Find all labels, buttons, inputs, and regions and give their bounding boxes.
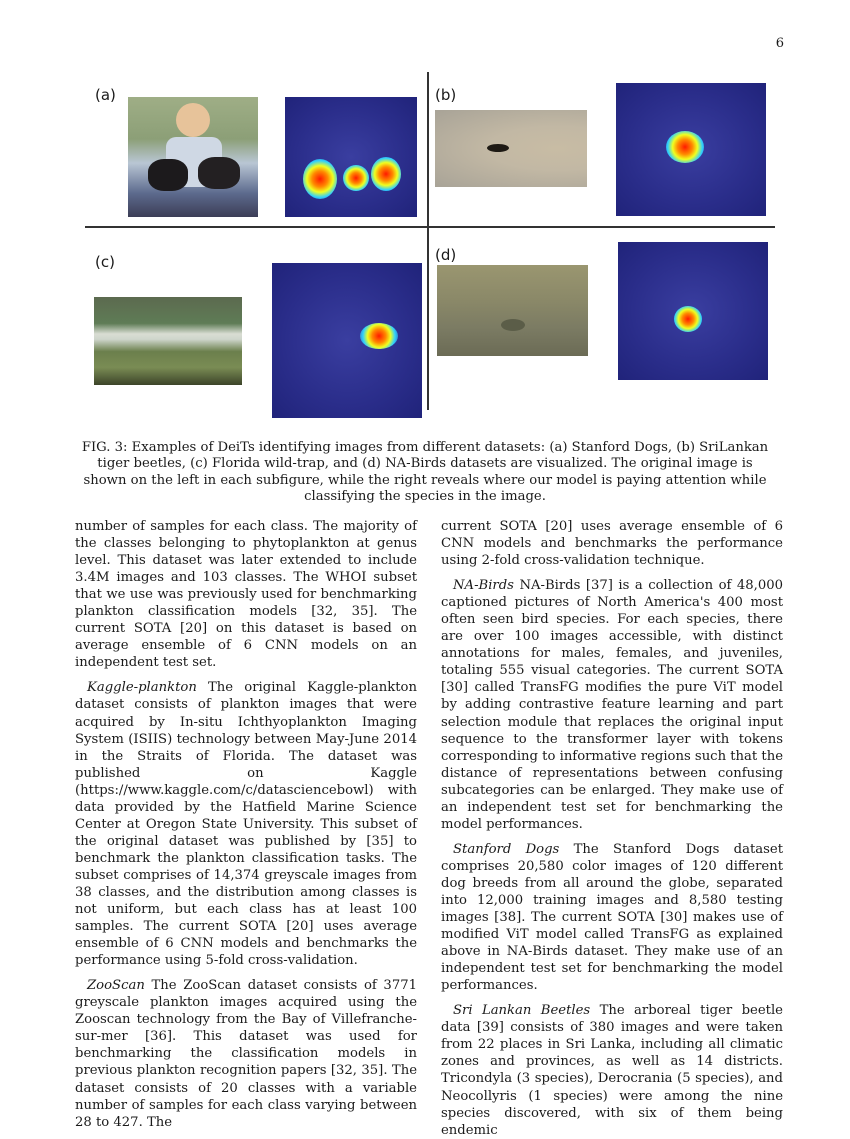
panel-a-original-image: [128, 97, 258, 217]
heading-kaggle-plankton: Kaggle-plankton: [87, 680, 197, 696]
panel-label-d: (d): [435, 246, 457, 264]
panel-label-c: (c): [95, 253, 115, 271]
body-zooscan: The ZooScan dataset consists of 3771 greyscale plankton images acquired using the Zooscan technology from the Bay of Villefranche-sur-mer [36]. This dataset was used for benchmarking the classification models in previous plankton recognition papers [32, 35]. The dataset consists of 20 classes with a variable number of samples for each class varying between 28 to 427. The: [75, 978, 417, 1130]
figure-3: [85, 72, 775, 422]
body-na-birds: NA-Birds [37] is a collection of 48,000 captioned pictures of North America's 400 most often seen bird species. For each species, there are over 100 images accessible, with distinct annotations for males, females, and juveniles, totaling 555 visual categories. The current SOTA [30] called TransFG modifies the pure ViT model by adding contrastive feature learning and part selection module that replaces the original input sequence to the transformer layer with tokens corresponding to informative regions such that the distance of representations between confusing subcategories can be enlarged. They make use of an independent test set for benchmarking the model performances.: [441, 578, 783, 832]
figure-divider-vertical: [427, 72, 429, 410]
panel-a-attention-map: [285, 97, 417, 217]
body-stanford-dogs: The Stanford Dogs dataset comprises 20,580 color images of 120 different dog breeds from all around the globe, separated into 12,000 training images and 8,580 testing images [38]. The current SOTA [30] makes use of modified ViT model called TransFG as explained above in NA-Birds dataset. They make use of an independent test set for benchmarking the model performances.: [441, 841, 784, 994]
paragraph-stanford-dogs: [441, 841, 783, 994]
paragraph-sri-lankan-beetles: [441, 1002, 783, 1138]
panel-b-attention-map: [616, 83, 766, 216]
paragraph-zooscan: [75, 977, 417, 1130]
panel-b-original-image: [435, 110, 587, 187]
panel-d-original-image: [437, 265, 588, 356]
figure-caption: FIG. 3: Examples of DeiTs identifying images from different datasets: (a) Stanford Dogs, (b) SriLankan tiger beetles, (c) Florida wild-trap, and (d) NA-Birds datasets are visualized. The original image is shown on the left in each subfigure, while the right reveals where our model is paying attention while classifying the species in the image.: [81, 440, 769, 505]
panel-label-b: (b): [435, 86, 457, 104]
panel-c-attention-map: [272, 263, 422, 418]
page-number: 6: [775, 36, 784, 51]
panel-d-attention-map: [618, 242, 768, 380]
figure-divider-horizontal: [85, 226, 775, 228]
panel-c-original-image: [94, 297, 242, 385]
heading-stanford-dogs: Stanford Dogs: [453, 841, 560, 857]
body-sri-lankan-beetles: The arboreal tiger beetle data [39] consists of 380 images and were taken from 22 places in Sri Lanka, including all climatic zones and provinces, as well as 14 districts. Tricondyla (3 species), Derocrania (5 species), and Neocollyris (1 species) were among the nine species discovered, with six of them being endemic: [441, 1003, 783, 1138]
body-kaggle-plankton: The original Kaggle-plankton dataset consists of plankton images that were acquired by In-situ Ichthyoplankton Imaging System (ISIIS) technology between May-June 2014 in the Straits of Florida. The dataset was published on Kaggle (https://www.kaggle.com/c/datasciencebowl) with data provided by the Hatfield Marine Science Center at Oregon State University. This subset of the original dataset was published by [35] to benchmark the plankton classification tasks. The subset comprises of 14,374 greyscale images from 38 classes, and the distribution among classes is not uniform, but each class has at least 100 samples. The current SOTA [20] uses average ensemble of 6 CNN models and benchmarks the performance using 5-fold cross-validation.: [75, 680, 417, 969]
paragraph-na-birds: [441, 577, 783, 833]
heading-sri-lankan-beetles: Sri Lankan Beetles: [453, 1003, 591, 1019]
right-column: [441, 518, 783, 1139]
left-column: [75, 518, 417, 1131]
panel-label-a: (a): [95, 86, 116, 104]
paragraph-whoi: number of samples for each class. The majority of the classes belonging to phytoplankton at genus level. This dataset was later extended to include 3.4M images and 103 classes. The WHOI subset that we use was previously used for benchmarking plankton classification models [32, 35]. The current SOTA [20] on this dataset is based on average ensemble of 6 CNN models on an independent test set.: [75, 519, 417, 671]
paragraph-kaggle-plankton: [75, 679, 417, 969]
heading-na-birds: NA-Birds: [453, 578, 514, 594]
paragraph-zooscan-cont: current SOTA [20] uses average ensemble of 6 CNN models and benchmarks the performance using 2-fold cross-validation technique.: [441, 519, 783, 569]
heading-zooscan: ZooScan: [87, 978, 145, 994]
